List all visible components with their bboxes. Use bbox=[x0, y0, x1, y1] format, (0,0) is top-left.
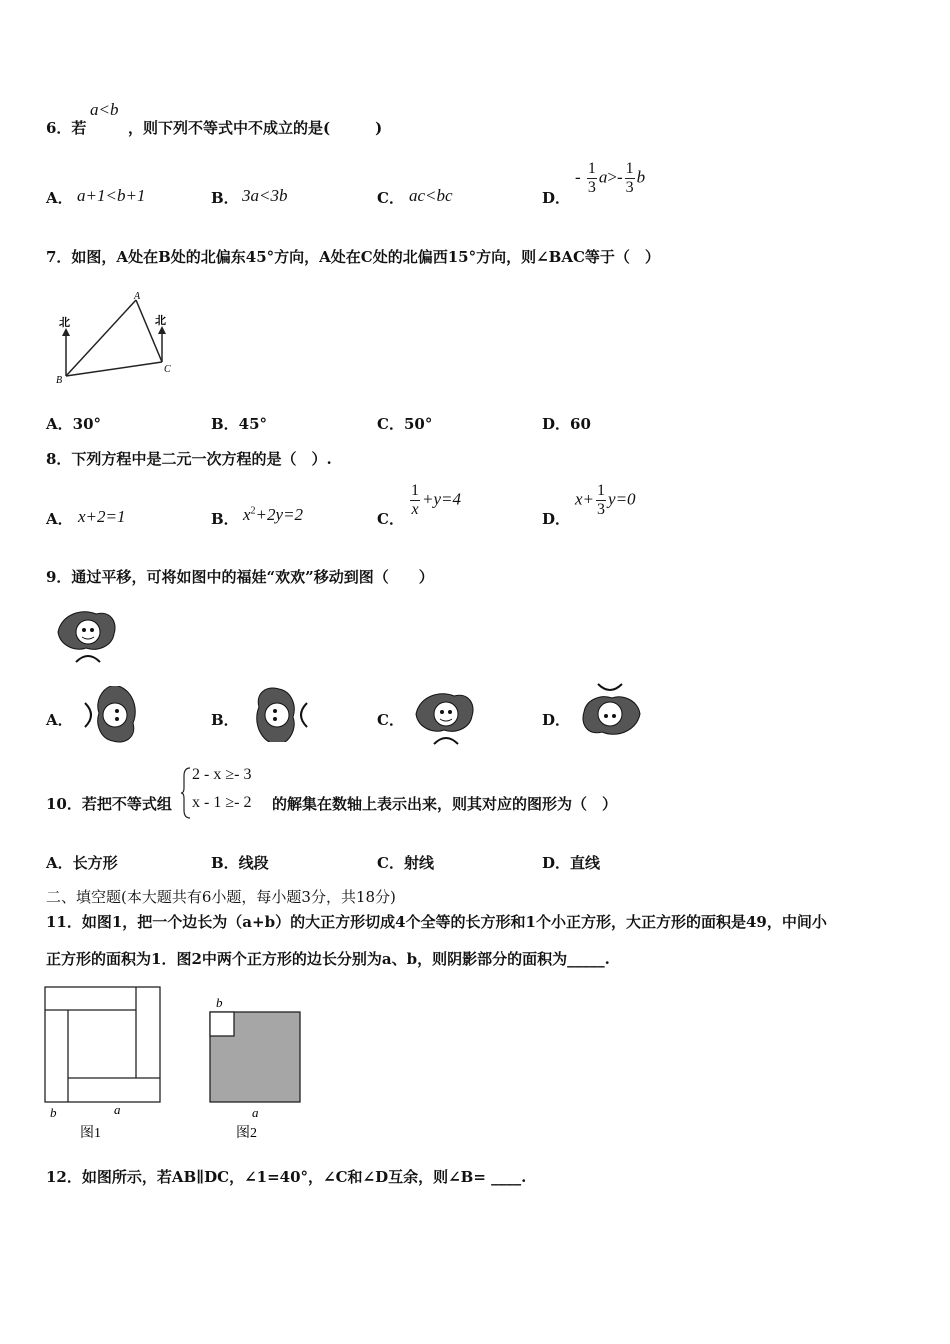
q9-option-b-figure bbox=[240, 684, 316, 742]
q7-option-a: A．30° bbox=[46, 415, 102, 433]
q6-d-frac2: $\frac{1}{3}$ bbox=[625, 160, 634, 196]
q6-d-frac1: $\frac{1}{3}$ bbox=[587, 160, 596, 196]
q11-fig1-label-b: b bbox=[50, 1105, 57, 1120]
q9-option-d-figure bbox=[574, 682, 646, 742]
q7-option-d: D．60 bbox=[542, 415, 591, 433]
q6-option-c-expr: ac<bc bbox=[409, 186, 453, 205]
huanhuan-figure bbox=[58, 612, 115, 662]
q6-option-d-label: D． bbox=[542, 189, 571, 207]
q11-fig2-caption: 图2 bbox=[236, 1126, 257, 1141]
q7-figure bbox=[50, 288, 190, 388]
q7-line-bc bbox=[66, 362, 162, 376]
q6-d-var-b: b bbox=[636, 167, 646, 187]
q6-condition: a<b bbox=[90, 100, 119, 119]
q10-option-b: B．线段 bbox=[211, 854, 269, 872]
q7-line-ba bbox=[66, 300, 136, 376]
q7-option-b: B．45° bbox=[211, 415, 268, 433]
q6-d-op: >- bbox=[607, 167, 623, 187]
q7-label-c: C bbox=[164, 364, 171, 375]
q8-option-c-expr: $\frac{1}{x}$ +y=4 bbox=[411, 482, 461, 518]
q8-option-c-label: C． bbox=[377, 510, 404, 528]
q7-label-north-left: 北 bbox=[59, 317, 70, 329]
q6-option-a-expr: a+1<b+1 bbox=[77, 186, 146, 205]
q10-brace bbox=[180, 766, 192, 820]
q6-d-var-a: a bbox=[598, 167, 608, 187]
q7-arrowhead-left bbox=[62, 328, 70, 336]
q9-option-a: A． bbox=[46, 711, 73, 729]
q11-fig2-label-a: a bbox=[252, 1105, 259, 1120]
q9-option-b: B． bbox=[211, 711, 239, 729]
q12-stem: 12．如图所示，若AB∥DC，∠1=40°，∠C和∠D互余，则∠B= ____. bbox=[46, 1168, 527, 1186]
q8-option-d-expr: x+ $\frac{1}{3}$ y=0 bbox=[575, 482, 636, 518]
q7-label-b: B bbox=[56, 375, 63, 386]
q11-fig1-caption: 图1 bbox=[80, 1126, 101, 1141]
q7-stem: 7．如图，A处在B处的北偏东45°方向，A处在C处的北偏西15°方向，则∠BAC等于（ ） bbox=[46, 248, 660, 266]
q6-prefix: 6．若 bbox=[46, 119, 87, 137]
q10-option-d: D．直线 bbox=[542, 854, 601, 872]
q8-option-a-label: A． bbox=[46, 510, 73, 528]
q11-figure-2 bbox=[206, 994, 306, 1142]
q11-line-1: 11．如图1，把一个边长为（a+b）的大正方形切成4个全等的长方形和1个小正方形，大正方形的面积是49，中间小 bbox=[46, 913, 827, 931]
q11-line-2: 正方形的面积为1．图2中两个正方形的边长分别为a、b，则阴影部分的面积为_____. bbox=[46, 950, 610, 968]
q9-stem: 9．通过平移，可将如图中的福娃“欢欢”移动到图（ ） bbox=[46, 568, 434, 586]
q11-figure-1 bbox=[44, 986, 168, 1142]
q6-option-b-label: B． bbox=[211, 189, 239, 207]
q8-stem: 8．下列方程中是二元一次方程的是（ ）. bbox=[46, 450, 332, 468]
q10-prefix: 10．若把不等式组 bbox=[46, 795, 172, 813]
q9-option-c: C． bbox=[377, 711, 404, 729]
q6-d-minus: - bbox=[575, 167, 581, 187]
q9-huanhuan-original bbox=[52, 604, 122, 664]
q6-option-d-expr bbox=[575, 160, 645, 197]
q8-option-a-expr: x+2=1 bbox=[78, 507, 126, 526]
q11-fig2-label-b: b bbox=[216, 995, 223, 1010]
q7-label-a: A bbox=[134, 291, 141, 302]
q10-suffix: 的解集在数轴上表示出来，则其对应的图形为（ ） bbox=[272, 795, 618, 813]
q7-arrowhead-right bbox=[158, 326, 166, 334]
q10-option-a: A．长方形 bbox=[46, 854, 118, 872]
q11-fig1-outer-square bbox=[45, 987, 160, 1102]
q8-option-b-label: B． bbox=[211, 510, 239, 528]
q9-option-c-figure bbox=[410, 686, 482, 746]
q7-label-north-right: 北 bbox=[155, 315, 166, 327]
q10-option-c: C．射线 bbox=[377, 854, 434, 872]
q11-fig1-label-a: a bbox=[114, 1102, 121, 1117]
q7-option-c: C．50° bbox=[377, 415, 433, 433]
q8-option-d-label: D． bbox=[542, 510, 571, 528]
q6-option-c-label: C． bbox=[377, 189, 404, 207]
q8-option-b-expr: $x^2+2y=2$ bbox=[243, 505, 304, 524]
q6-stem: ，则下列不等式中不成立的是( ) bbox=[128, 119, 383, 137]
q11-fig2-small-square bbox=[210, 1012, 234, 1036]
q9-option-a-figure bbox=[78, 686, 150, 744]
q6-option-b-expr: 3a<3b bbox=[242, 186, 288, 205]
q6-option-a-label: A． bbox=[46, 189, 73, 207]
section-2-title: 二、填空题(本大题共有6小题，每小题3分，共18分) bbox=[46, 888, 396, 906]
q7-line-ac bbox=[136, 300, 162, 362]
q9-option-d: D． bbox=[542, 711, 571, 729]
q10-inequality-2: x - 1 ≥- 2 bbox=[192, 794, 252, 811]
q10-inequality-1: 2 - x ≥- 3 bbox=[192, 766, 252, 783]
